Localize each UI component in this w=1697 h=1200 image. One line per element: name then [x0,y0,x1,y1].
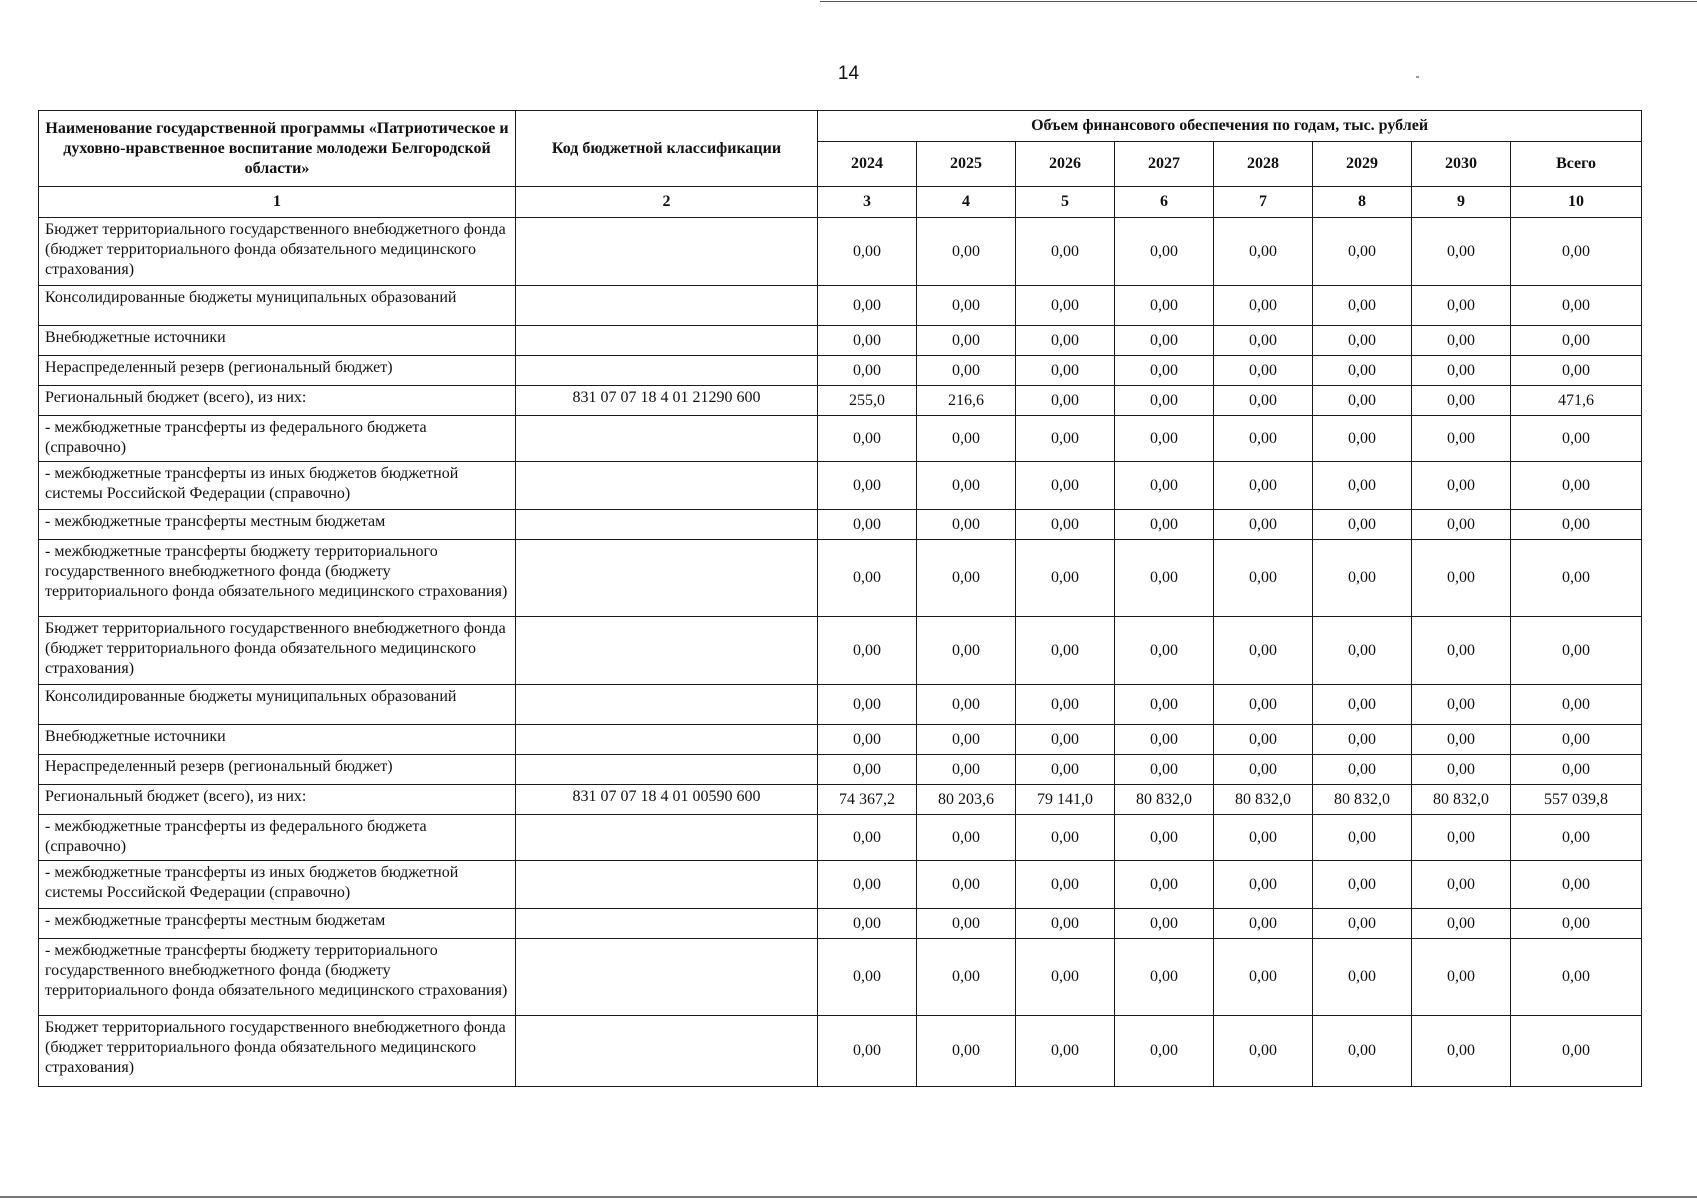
year-value-cell: 0,00 [917,416,1016,462]
row-name-cell: Нераспределенный резерв (региональный бюджет) [39,755,516,785]
column-number: 4 [917,187,1016,218]
budget-code-cell [516,685,818,725]
year-value-cell: 0,00 [917,540,1016,617]
table-row [39,725,1642,755]
budget-code-cell [516,939,818,1016]
year-value-cell: 0,00 [818,326,917,356]
year-value-cell: 0,00 [917,510,1016,540]
year-value-cell: 0,00 [917,356,1016,386]
year-value-cell: 0,00 [1214,218,1313,286]
total-value-cell: 0,00 [1511,326,1642,356]
column-number: 9 [1412,187,1511,218]
year-value-cell: 0,00 [818,286,917,326]
budget-code-cell [516,815,818,861]
row-name-cell: Внебюджетные источники [39,725,516,755]
year-value-cell: 0,00 [1115,909,1214,939]
year-value-cell: 0,00 [917,939,1016,1016]
year-value-cell: 0,00 [1313,386,1412,416]
year-value-cell: 0,00 [1313,755,1412,785]
table-header [39,111,1642,218]
table-row [39,416,1642,462]
year-value-cell: 0,00 [1214,685,1313,725]
row-name-cell: Нераспределенный резерв (региональный бюджет) [39,356,516,386]
year-value-cell: 0,00 [1016,909,1115,939]
column-number: 8 [1313,187,1412,218]
table-row [39,861,1642,909]
table-body [39,218,1642,1087]
year-value-cell: 0,00 [1016,386,1115,416]
year-value-cell: 0,00 [1412,861,1511,909]
year-value-cell: 255,0 [818,386,917,416]
budget-code-cell [516,540,818,617]
year-header-2027: 2027 [1115,142,1214,187]
total-header: Всего [1511,142,1642,187]
year-value-cell: 0,00 [1115,861,1214,909]
year-value-cell: 216,6 [917,386,1016,416]
table-row [39,326,1642,356]
year-value-cell: 0,00 [1016,725,1115,755]
total-value-cell: 0,00 [1511,685,1642,725]
year-value-cell: 0,00 [1016,685,1115,725]
year-value-cell: 0,00 [1313,218,1412,286]
year-value-cell: 0,00 [1313,939,1412,1016]
total-value-cell: 0,00 [1511,909,1642,939]
total-value-cell: 0,00 [1511,540,1642,617]
year-value-cell: 0,00 [1412,416,1511,462]
year-value-cell: 0,00 [1016,861,1115,909]
year-value-cell: 0,00 [1313,510,1412,540]
total-value-cell: 471,6 [1511,386,1642,416]
table-row [39,386,1642,416]
year-value-cell: 0,00 [818,861,917,909]
year-value-cell: 0,00 [1016,540,1115,617]
budget-code-cell [516,510,818,540]
year-value-cell: 0,00 [1115,815,1214,861]
year-value-cell: 0,00 [1412,909,1511,939]
year-value-cell: 0,00 [1313,815,1412,861]
year-value-cell: 80 832,0 [1115,785,1214,815]
year-value-cell: 0,00 [1313,326,1412,356]
total-value-cell: 0,00 [1511,416,1642,462]
year-value-cell: 0,00 [1313,1016,1412,1087]
year-value-cell: 0,00 [1214,909,1313,939]
year-value-cell: 0,00 [1115,462,1214,510]
year-value-cell: 0,00 [1313,909,1412,939]
table-row [39,909,1642,939]
total-value-cell: 0,00 [1511,462,1642,510]
table-row [39,286,1642,326]
budget-code-cell [516,218,818,286]
total-value-cell: 0,00 [1511,617,1642,685]
year-value-cell: 0,00 [1115,1016,1214,1087]
table-row [39,815,1642,861]
budget-code-cell [516,286,818,326]
program-title-header: Наименование государственной программы «Патриотическое и духовно-нравственное воспитание молодежи Белгородской области» [39,111,516,187]
year-value-cell: 0,00 [818,510,917,540]
year-value-cell: 0,00 [818,939,917,1016]
year-value-cell: 0,00 [1412,510,1511,540]
year-value-cell: 0,00 [1214,939,1313,1016]
budget-code-cell [516,356,818,386]
year-value-cell: 0,00 [818,356,917,386]
year-value-cell: 0,00 [1214,386,1313,416]
year-value-cell: 0,00 [1016,939,1115,1016]
year-value-cell: 0,00 [1412,755,1511,785]
budget-code-cell: 831 07 07 18 4 01 21290 600 [516,386,818,416]
year-value-cell: 0,00 [917,815,1016,861]
column-number: 1 [39,187,516,218]
year-value-cell: 0,00 [1313,286,1412,326]
table-row [39,1016,1642,1087]
budget-code-cell: 831 07 07 18 4 01 00590 600 [516,785,818,815]
budget-code-cell [516,725,818,755]
year-value-cell: 0,00 [818,815,917,861]
year-value-cell: 0,00 [1313,462,1412,510]
header-row-titles [39,111,1642,142]
year-value-cell: 0,00 [1016,755,1115,785]
total-value-cell: 0,00 [1511,356,1642,386]
year-value-cell: 0,00 [1115,356,1214,386]
table-row [39,510,1642,540]
year-value-cell: 0,00 [1115,286,1214,326]
total-value-cell: 0,00 [1511,218,1642,286]
year-value-cell: 0,00 [1115,617,1214,685]
column-number: 6 [1115,187,1214,218]
year-value-cell: 0,00 [1115,939,1214,1016]
year-value-cell: 0,00 [1412,685,1511,725]
year-value-cell: 0,00 [1115,510,1214,540]
year-header-2024: 2024 [818,142,917,187]
total-value-cell: 0,00 [1511,861,1642,909]
row-name-cell: Региональный бюджет (всего), из них: [39,785,516,815]
total-value-cell: 0,00 [1511,755,1642,785]
year-value-cell: 0,00 [1016,416,1115,462]
year-value-cell: 0,00 [1214,725,1313,755]
column-number-row [39,187,1642,218]
year-value-cell: 0,00 [1016,462,1115,510]
year-value-cell: 0,00 [818,462,917,510]
year-value-cell: 74 367,2 [818,785,917,815]
row-name-cell: - межбюджетные трансферты бюджету территориального государственного внебюджетного фонда (бюджету территориального фонда обязательного медицинского страхования) [39,540,516,617]
year-value-cell: 79 141,0 [1016,785,1115,815]
year-value-cell: 0,00 [1313,725,1412,755]
table-row [39,685,1642,725]
year-value-cell: 0,00 [1214,861,1313,909]
year-value-cell: 0,00 [1016,356,1115,386]
row-name-cell: Бюджет территориального государственного внебюджетного фонда (бюджет территориального фонда обязательного медицинского страхования) [39,1016,516,1087]
year-value-cell: 0,00 [1214,617,1313,685]
year-value-cell: 0,00 [1412,356,1511,386]
year-value-cell: 0,00 [1016,218,1115,286]
year-value-cell: 0,00 [1412,286,1511,326]
year-value-cell: 0,00 [1313,861,1412,909]
year-value-cell: 0,00 [917,755,1016,785]
row-name-cell: Внебюджетные источники [39,326,516,356]
table-row [39,462,1642,510]
year-value-cell: 0,00 [818,218,917,286]
total-value-cell: 0,00 [1511,510,1642,540]
year-value-cell: 80 832,0 [1214,785,1313,815]
year-value-cell: 0,00 [818,685,917,725]
year-value-cell: 0,00 [1214,356,1313,386]
row-name-cell: - межбюджетные трансферты из федерального бюджета (справочно) [39,815,516,861]
table-row [39,939,1642,1016]
year-value-cell: 0,00 [917,286,1016,326]
row-name-cell: Региональный бюджет (всего), из них: [39,386,516,416]
total-value-cell: 0,00 [1511,725,1642,755]
year-value-cell: 0,00 [1016,326,1115,356]
page-number: 14 [837,63,860,84]
year-value-cell: 0,00 [1412,540,1511,617]
year-value-cell: 0,00 [818,540,917,617]
year-value-cell: 0,00 [1016,1016,1115,1087]
year-value-cell: 0,00 [1412,939,1511,1016]
code-title-header: Код бюджетной классификации [516,111,818,187]
total-value-cell: 0,00 [1511,815,1642,861]
row-name-cell: - межбюджетные трансферты из федерального бюджета (справочно) [39,416,516,462]
total-value-cell: 0,00 [1511,286,1642,326]
year-value-cell: 0,00 [1016,815,1115,861]
row-name-cell: - межбюджетные трансферты бюджету территориального государственного внебюджетного фонда (бюджету территориального фонда обязательного медицинского страхования) [39,939,516,1016]
year-header-2030: 2030 [1412,142,1511,187]
year-value-cell: 0,00 [1313,617,1412,685]
year-value-cell: 0,00 [818,1016,917,1087]
year-value-cell: 0,00 [1115,326,1214,356]
row-name-cell: - межбюджетные трансферты из иных бюджетов бюджетной системы Российской Федерации (справочно) [39,861,516,909]
year-value-cell: 0,00 [1214,416,1313,462]
year-value-cell: 0,00 [1412,815,1511,861]
year-value-cell: 0,00 [1313,416,1412,462]
table-row [39,356,1642,386]
year-value-cell: 0,00 [1214,1016,1313,1087]
row-name-cell: Бюджет территориального государственного внебюджетного фонда (бюджет территориального фонда обязательного медицинского страхования) [39,218,516,286]
scan-speck [1416,76,1419,78]
finance-title-header: Объем финансового обеспечения по годам, тыс. рублей [818,111,1642,142]
year-value-cell: 0,00 [917,685,1016,725]
year-value-cell: 0,00 [1313,540,1412,617]
year-value-cell: 0,00 [1115,725,1214,755]
year-value-cell: 0,00 [818,909,917,939]
row-name-cell: - межбюджетные трансферты из иных бюджетов бюджетной системы Российской Федерации (справочно) [39,462,516,510]
year-header-2028: 2028 [1214,142,1313,187]
year-value-cell: 0,00 [1016,617,1115,685]
column-number: 5 [1016,187,1115,218]
budget-code-cell [516,909,818,939]
year-value-cell: 0,00 [1016,510,1115,540]
year-value-cell: 0,00 [1412,617,1511,685]
row-name-cell: Консолидированные бюджеты муниципальных образований [39,286,516,326]
year-value-cell: 0,00 [1115,386,1214,416]
year-value-cell: 0,00 [1412,462,1511,510]
year-value-cell: 0,00 [917,462,1016,510]
budget-code-cell [516,1016,818,1087]
table-row [39,218,1642,286]
year-value-cell: 0,00 [818,725,917,755]
year-value-cell: 0,00 [818,755,917,785]
year-value-cell: 80 203,6 [917,785,1016,815]
total-value-cell: 0,00 [1511,1016,1642,1087]
year-value-cell: 0,00 [1313,685,1412,725]
table-row [39,540,1642,617]
year-header-2025: 2025 [917,142,1016,187]
bottom-edge-rule [0,1196,1697,1198]
year-value-cell: 0,00 [1214,286,1313,326]
column-number: 7 [1214,187,1313,218]
year-value-cell: 0,00 [917,326,1016,356]
budget-code-cell [516,617,818,685]
top-edge-rule [820,1,1697,2]
year-value-cell: 0,00 [1412,218,1511,286]
year-value-cell: 0,00 [1214,815,1313,861]
year-header-2029: 2029 [1313,142,1412,187]
column-number: 3 [818,187,917,218]
budget-code-cell [516,326,818,356]
table-row [39,617,1642,685]
year-value-cell: 0,00 [917,218,1016,286]
year-value-cell: 0,00 [818,617,917,685]
year-value-cell: 0,00 [1214,326,1313,356]
row-name-cell: Консолидированные бюджеты муниципальных образований [39,685,516,725]
budget-code-cell [516,416,818,462]
year-value-cell: 0,00 [1115,416,1214,462]
total-value-cell: 0,00 [1511,939,1642,1016]
year-value-cell: 0,00 [1115,685,1214,725]
year-value-cell: 0,00 [1214,462,1313,510]
year-value-cell: 80 832,0 [1313,785,1412,815]
budget-table [38,110,1642,1087]
budget-code-cell [516,861,818,909]
year-value-cell: 0,00 [917,617,1016,685]
row-name-cell: - межбюджетные трансферты местным бюджетам [39,909,516,939]
year-value-cell: 0,00 [917,725,1016,755]
table-row [39,755,1642,785]
year-value-cell: 0,00 [917,1016,1016,1087]
year-value-cell: 0,00 [1115,755,1214,785]
year-value-cell: 0,00 [1115,218,1214,286]
row-name-cell: - межбюджетные трансферты местным бюджетам [39,510,516,540]
year-header-2026: 2026 [1016,142,1115,187]
year-value-cell: 0,00 [1412,326,1511,356]
budget-code-cell [516,755,818,785]
row-name-cell: Бюджет территориального государственного внебюджетного фонда (бюджет территориального фонда обязательного медицинского страхования) [39,617,516,685]
year-value-cell: 0,00 [917,909,1016,939]
year-value-cell: 0,00 [1214,755,1313,785]
year-value-cell: 0,00 [1412,386,1511,416]
year-value-cell: 0,00 [818,416,917,462]
column-number: 10 [1511,187,1642,218]
year-value-cell: 0,00 [1412,1016,1511,1087]
year-value-cell: 0,00 [1412,725,1511,755]
year-value-cell: 0,00 [1313,356,1412,386]
column-number: 2 [516,187,818,218]
year-value-cell: 0,00 [1214,540,1313,617]
year-value-cell: 0,00 [1115,540,1214,617]
year-value-cell: 0,00 [1214,510,1313,540]
year-value-cell: 0,00 [917,861,1016,909]
table-row [39,785,1642,815]
year-value-cell: 0,00 [1016,286,1115,326]
year-value-cell: 80 832,0 [1412,785,1511,815]
total-value-cell: 557 039,8 [1511,785,1642,815]
budget-code-cell [516,462,818,510]
